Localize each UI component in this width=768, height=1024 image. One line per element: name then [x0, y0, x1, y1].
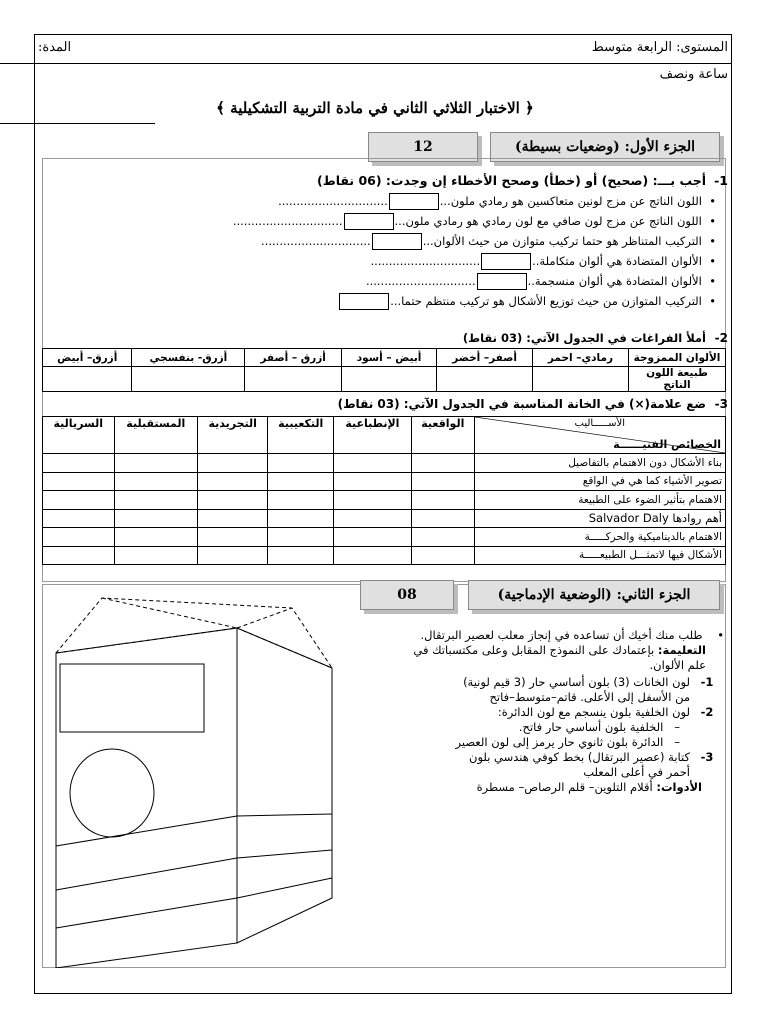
q2-number: 2- — [714, 331, 728, 345]
check-cell[interactable] — [114, 509, 198, 528]
table-row — [43, 491, 726, 510]
row-label: بناء الأشكال دون الاهتمام بالتفاصيل — [475, 454, 726, 473]
instruction-line: التعليمة: بإعتمادك على النموذج المقابل وعلى مكتسباتك في علم الألوان. — [413, 643, 706, 672]
check-cell[interactable] — [268, 472, 334, 491]
check-cell[interactable] — [411, 509, 474, 528]
q1-item: • الألوان المتضادة هي ألوان منسجمة................................ — [365, 274, 716, 288]
check-cell[interactable] — [114, 528, 198, 547]
table-row — [43, 509, 726, 528]
bullet-icon: • — [701, 254, 716, 268]
step-1: 1- لون الخانات (3) بلون أساسي حار (3 قيم لونية) من الأسفل إلى الأعلى. قاتم–متوسط–فاتح — [463, 675, 714, 704]
column-header: التجريدية — [198, 417, 268, 454]
header-divider — [0, 63, 732, 64]
bullet-icon: • — [702, 628, 724, 642]
check-cell[interactable] — [268, 454, 334, 473]
q1-item: • التركيب المتناظر هو حتما تركيب متوازن من حيث الألوان................................. — [261, 234, 716, 248]
check-cell[interactable] — [43, 454, 115, 473]
answer-cell[interactable] — [245, 367, 342, 392]
check-cell[interactable] — [198, 472, 268, 491]
part2-title: الجزء الثاني: (الوضعية الإدماجية) — [468, 580, 720, 610]
q1-title: أجب بـــ: (صحيح) أو (خطأ) وصحح الأخطاء إن وجدت: (06 نقاط) — [317, 173, 706, 188]
check-cell[interactable] — [411, 472, 474, 491]
row-label: الاهتمام بالديناميكية والحركـــــة — [475, 528, 726, 547]
q1-item: • اللون الناتج عن مزج لونين متعاكسين هو رمادي ملون................................. — [278, 194, 716, 208]
bullet-icon: • — [701, 274, 716, 288]
sub-item: – الخلفية بلون أساسي حار فاتح. — [518, 720, 680, 734]
answer-box[interactable] — [344, 213, 394, 230]
table-cell: أصفر– أخضر — [437, 349, 533, 367]
check-cell[interactable] — [198, 491, 268, 510]
answer-box[interactable] — [372, 233, 422, 250]
check-cell[interactable] — [43, 546, 115, 565]
answer-cell[interactable] — [437, 367, 533, 392]
duration-label: المدة: — [38, 40, 72, 55]
answer-cell[interactable] — [341, 367, 436, 392]
check-cell[interactable] — [43, 528, 115, 547]
row-header: الألوان الممزوجة — [629, 349, 726, 367]
check-cell[interactable] — [334, 509, 411, 528]
intro-line: • طلب منك أخيك أن تساعده في إنجاز معلب لعصير البرتقال. — [420, 628, 724, 642]
row-label: الاهتمام بتأثير الضوء على الطبيعة — [475, 491, 726, 510]
juice-box-drawing-icon — [42, 588, 360, 968]
bullet-icon: • — [701, 214, 716, 228]
answer-cell[interactable] — [43, 367, 132, 392]
check-cell[interactable] — [334, 546, 411, 565]
table-row — [43, 528, 726, 547]
part2-points: 08 — [360, 580, 454, 610]
q3-table — [42, 416, 726, 565]
q1-list — [36, 193, 716, 313]
check-cell[interactable] — [43, 491, 115, 510]
level-label: المستوى: الرابعة متوسط — [591, 40, 728, 55]
check-cell[interactable] — [268, 509, 334, 528]
answer-cell[interactable] — [132, 367, 245, 392]
q3-title: ضع علامة(×) في الخانة المناسبة في الجدول الآتي: (03 نقاط) — [337, 397, 706, 411]
bullet-icon: • — [701, 234, 716, 248]
answer-box[interactable] — [481, 253, 531, 270]
check-cell[interactable] — [411, 528, 474, 547]
check-cell[interactable] — [411, 454, 474, 473]
corner-header: الأســـــاليب الخصائص الفنيــــــة — [475, 417, 726, 454]
bullet-icon: • — [701, 294, 716, 308]
table-cell: أزرق– أبيض — [43, 349, 132, 367]
step-3: 3- كتابة (عصير البرتقال) بخط كوفي هندسي بلون أحمر في أعلى المعلب — [469, 750, 714, 779]
column-header: التكعيبية — [268, 417, 334, 454]
column-header: الإنطباعية — [334, 417, 411, 454]
row-label: أهم روادها Salvador Daly — [475, 509, 726, 528]
table-cell: رمادي– احمر — [532, 349, 628, 367]
tools-line: الأدوات: أقلام التلوين– قلم الرصاص– مسطرة — [476, 780, 702, 794]
check-cell[interactable] — [334, 472, 411, 491]
row-label: تصوير الأشياء كما هي في الواقع — [475, 472, 726, 491]
check-cell[interactable] — [334, 491, 411, 510]
table-row — [43, 454, 726, 473]
q1-item: • التركيب المتوازن من حيث توزيع الأشكال هو تركيب منتظم حتما... — [36, 293, 716, 313]
answer-cell[interactable] — [532, 367, 628, 392]
header-side-line — [0, 123, 155, 124]
table-cell: أزرق – أصفر — [245, 349, 342, 367]
check-cell[interactable] — [411, 546, 474, 565]
check-cell[interactable] — [268, 491, 334, 510]
table-cell: أزرق- بنفسجي — [132, 349, 245, 367]
q1-item: • الألوان المتضادة هي ألوان متكاملة................................ — [370, 254, 716, 268]
part1-points: 12 — [368, 132, 478, 162]
check-cell[interactable] — [114, 546, 198, 565]
row-header: طبيعة اللون الناتج — [629, 367, 726, 392]
check-cell[interactable] — [334, 454, 411, 473]
exam-title: ﴿ الاختبار الثلاثي الثاني في مادة التربية التشكيلية ﴾ — [216, 99, 534, 117]
answer-box[interactable] — [477, 273, 527, 290]
duration-value: ساعة ونصف — [659, 67, 728, 82]
check-cell[interactable] — [334, 528, 411, 547]
check-cell[interactable] — [198, 546, 268, 565]
table-row — [43, 546, 726, 565]
table-row — [43, 349, 726, 367]
check-cell[interactable] — [268, 546, 334, 565]
q1-item: • اللون الناتج عن مزج لون صافي مع لون رمادي هو رمادي ملون................................. — [232, 214, 716, 228]
check-cell[interactable] — [411, 491, 474, 510]
check-cell[interactable] — [114, 472, 198, 491]
column-header: السريالية — [43, 417, 115, 454]
table-row — [43, 472, 726, 491]
check-cell[interactable] — [43, 509, 115, 528]
part2-text — [394, 628, 724, 795]
column-header: الواقعية — [411, 417, 474, 454]
check-cell[interactable] — [198, 454, 268, 473]
bullet-icon: • — [701, 194, 716, 208]
column-header: المستقبلية — [114, 417, 198, 454]
q2-title: أملأ الفراغات في الجدول الآتي: (03 نقاط) — [462, 331, 706, 345]
check-cell[interactable] — [114, 454, 198, 473]
step-2: 2- لون الخلفية بلون ينسجم مع لون الدائرة: — [497, 705, 714, 719]
row-label: الأشكال فيها لاتمثـــل الطبيعـــــة — [475, 546, 726, 565]
table-row — [43, 367, 726, 392]
table-cell: أبيض – أسود — [341, 349, 436, 367]
check-cell[interactable] — [268, 528, 334, 547]
sub-item: – الدائرة بلون ثانوي حار يرمز إلى لون العصير — [455, 735, 680, 749]
answer-box[interactable] — [389, 193, 439, 210]
check-cell[interactable] — [43, 472, 115, 491]
check-cell[interactable] — [198, 509, 268, 528]
answer-box[interactable] — [339, 293, 389, 310]
check-cell[interactable] — [114, 491, 198, 510]
table-header-row — [43, 417, 726, 454]
q2-table — [42, 348, 726, 392]
q1-number: 1- — [714, 173, 728, 188]
q3-number: 3- — [714, 397, 728, 411]
check-cell[interactable] — [198, 528, 268, 547]
part1-title: الجزء الأول: (وضعيات بسيطة) — [490, 132, 720, 162]
